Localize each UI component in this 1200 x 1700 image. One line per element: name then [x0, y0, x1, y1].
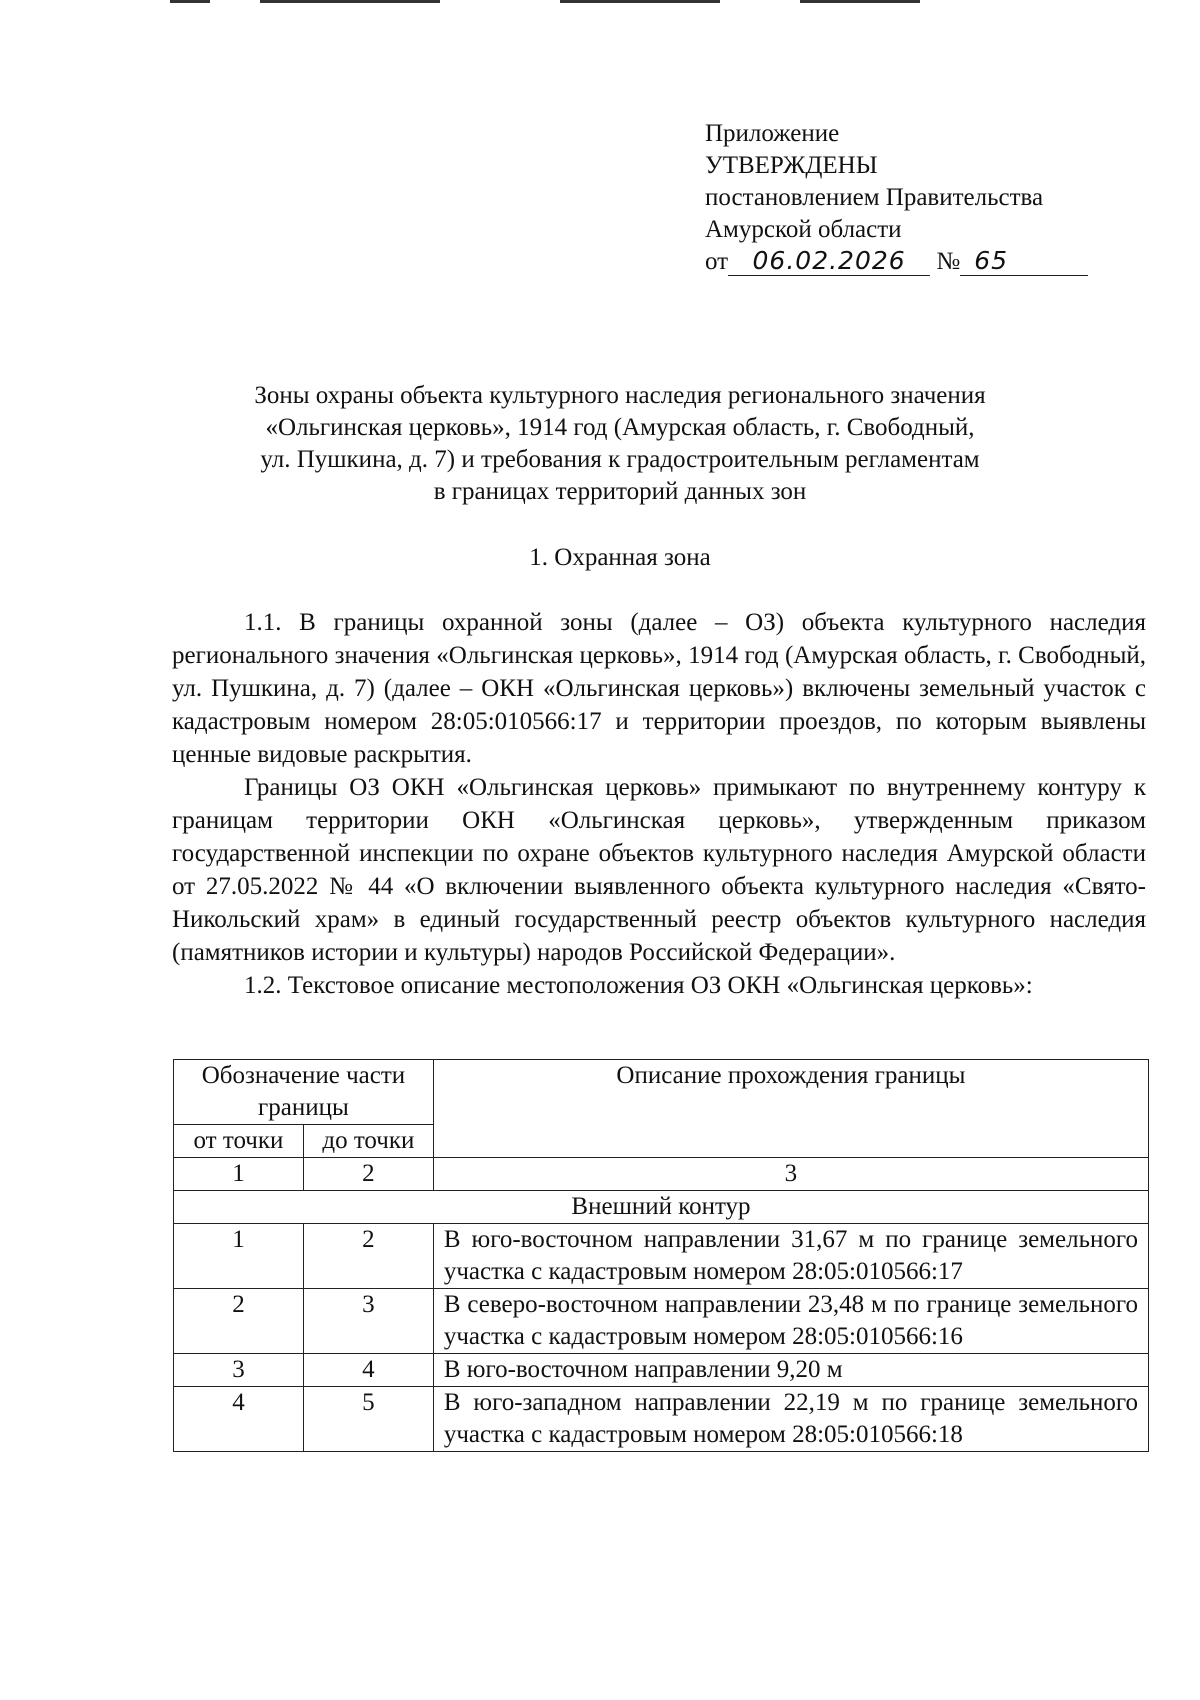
header-to: до точки: [303, 1125, 433, 1158]
approval-block: [705, 118, 1088, 278]
approval-line: УТВЕРЖДЕНЫ: [705, 152, 878, 179]
cell-from: 1: [174, 1224, 304, 1289]
scan-artifact: [260, 0, 440, 3]
table-row: [174, 1224, 1149, 1289]
paragraph: Границы ОЗ ОКН «Ольгинская церковь» примыкают по внутреннему контуру к границам территории ОКН «Ольгинская церковь», утвержденным приказом государственной инспекции по охране объектов культурного наследия Амурской области от 27.05.2022 № 44 «О включении выявленного объекта культурного наследия «Свято-Никольский храм» в единый государственный реестр объектов культурного наследия (памятников истории и культуры) народов Российской Федерации».: [172, 774, 1146, 966]
contour-label: Внешний контур: [174, 1191, 1149, 1224]
col-number: 2: [303, 1158, 433, 1191]
title-line: «Ольгинская церковь», 1914 год (Амурская область, г. Свободный,: [265, 414, 975, 441]
table-header-row: [174, 1060, 1149, 1125]
contour-row: [174, 1191, 1149, 1224]
title-line: ул. Пушкина, д. 7) и требования к градостроительным регламентам: [260, 446, 980, 473]
scan-artifact: [800, 0, 920, 3]
cell-from: 3: [174, 1354, 304, 1387]
approval-date-line: [705, 246, 1088, 278]
cell-desc: В юго-восточном направлении 9,20 м: [433, 1354, 1148, 1387]
approval-line: постановлением Правительства: [705, 184, 1044, 211]
document-title: [170, 380, 1070, 508]
body-text: [172, 606, 1146, 1002]
scan-artifact: [560, 0, 720, 3]
handwritten-number: 65: [960, 247, 1088, 276]
cell-from: 4: [174, 1387, 304, 1452]
cell-desc: В северо-восточном направлении 23,48 м по границе земельного участка с кадастровым номером 28:05:010566:16: [433, 1289, 1148, 1354]
title-line: Зоны охраны объекта культурного наследия регионального значения: [254, 382, 986, 409]
date-prefix: от: [705, 248, 729, 275]
cell-to: 2: [303, 1224, 433, 1289]
table-row: [174, 1354, 1149, 1387]
approval-line: Приложение: [705, 120, 840, 147]
paragraph: 1.1. В границы охранной зоны (далее – ОЗ) объекта культурного наследия регионального значения «Ольгинская церковь», 1914 год (Амурская область, г. Свободный, ул. Пушкина, д. 7) (далее – ОКН «Ольгинская церковь») включены земельный участок с кадастровым номером 28:05:010566:17 и территории проездов, по которым выявлены ценные видовые раскрытия.: [172, 609, 1146, 768]
cell-desc: В юго-восточном направлении 31,67 м по границе земельного участка с кадастровым номером 28:05:010566:17: [433, 1224, 1148, 1289]
column-number-row: [174, 1158, 1149, 1191]
col-number: 3: [433, 1158, 1148, 1191]
approval-line: Амурской области: [705, 216, 902, 243]
cell-to: 5: [303, 1387, 433, 1452]
col-number: 1: [174, 1158, 304, 1191]
paragraph: 1.2. Текстовое описание местоположения ОЗ ОКН «Ольгинская церковь»:: [244, 972, 1033, 999]
title-line: в границах территорий данных зон: [433, 478, 807, 505]
number-prefix: №: [936, 248, 961, 275]
handwritten-date: 06.02.2026: [728, 247, 930, 276]
header-part: Обозначение части границы: [174, 1060, 434, 1125]
cell-from: 2: [174, 1289, 304, 1354]
header-from: от точки: [174, 1125, 304, 1158]
boundary-table: [173, 1059, 1149, 1452]
scan-artifact: [170, 0, 210, 3]
table-row: [174, 1387, 1149, 1452]
cell-to: 3: [303, 1289, 433, 1354]
header-desc: Описание прохождения границы: [433, 1060, 1148, 1158]
cell-desc: В юго-западном направлении 22,19 м по границе земельного участка с кадастровым номером 28:05:010566:18: [433, 1387, 1148, 1452]
section-heading: 1. Охранная зона: [529, 544, 711, 571]
cell-to: 4: [303, 1354, 433, 1387]
table-row: [174, 1289, 1149, 1354]
